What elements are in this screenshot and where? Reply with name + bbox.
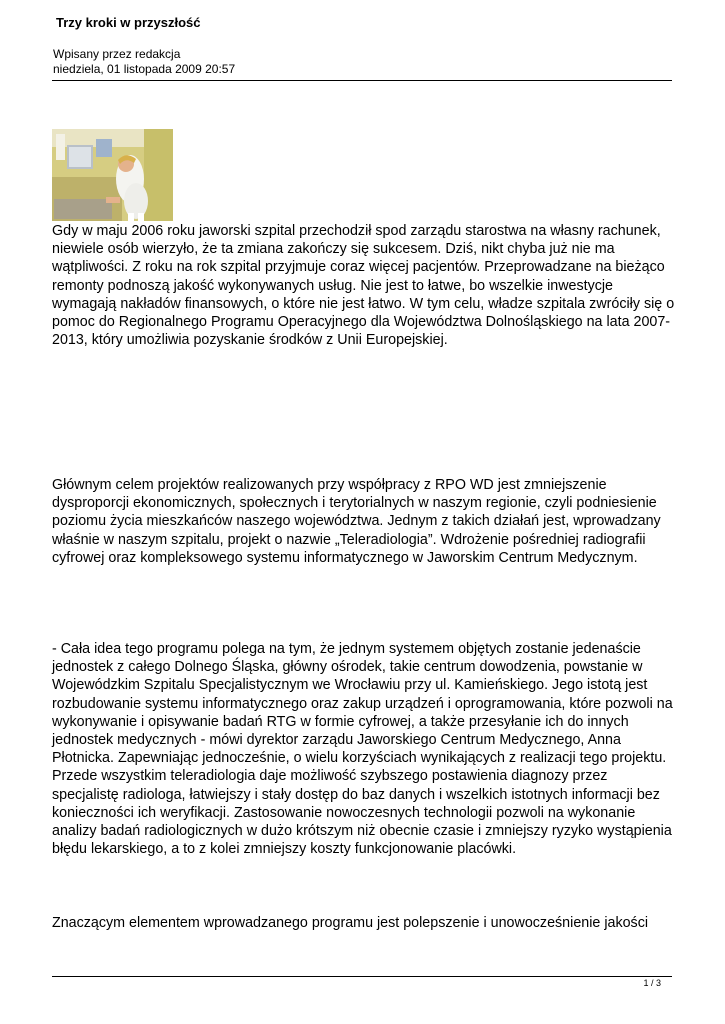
article-paragraph-4: Znaczącym elementem wprowadzanego programu jest polepszenie i unowocześnienie jakości: [52, 915, 649, 931]
date-line: niedziela, 01 listopada 2009 20:57: [53, 62, 236, 76]
article-byline: [53, 47, 235, 77]
article-photo: [52, 129, 173, 221]
article-paragraph-3: - Cała idea tego programu polega na tym, że jednym systemem objętych zostanie jedenaście jednostek z całego Dolnego Śląska, główny ośrodek, takie centrum dowodzenia, powstanie w Wojewódzkim Szpitalu Specjalistycznym we Wrocławiu przy ul. Kamieńskiego. Jego istotą jest rozbudowanie systemu informatycznego oraz zakup urządzeń i oprogramowania, które pozwoli na wykonywanie i opisywanie badań RTG w formie cyfrowej, a także przesyłanie ich do innych jednostek medycznych - mówi dyrektor zarządu Jaworskiego Centrum Medycznego, Anna Płotnicka. Zapewniając jednocześnie, o wielu korzyściach wynikających z realizacji tego projektu. Przede wszystkim teleradiologia daje możliwość szybszego postawienia diagnozy przez specjalistę radiologa, łatwiejszy i stały dostęp do baz danych i wszelkich istotnych informacji bez konieczności ich weryfikacji. Zastosowanie nowoczesnych technologii pozwoli na wykonanie analizy badań radiologicznych w dużo krótszym niż obecnie czasie i zmniejszy ryzyko wystąpienia błędu lekarskiego, a to z kolei zmniejszy koszty funkcjonowanie placówki.: [52, 641, 673, 858]
article-paragraph-1: Gdy w maju 2006 roku jaworski szpital przechodził spod zarządu starostwa na własny rachunek, niewiele osób wierzyło, że ta zmiana zakończy się sukcesem. Dziś, nikt chyba już nie ma wątpliwości. Z roku na rok szpital przyjmuje coraz więcej pacjentów. Przeprowadzane na bieżąco remonty podnoszą jakość wykonywanych usług. Nie jest to łatwe, bo wszelkie inwestycje wymagają nakładów finansowych, o które nie jest łatwo. W tym celu, władze szpitala zwróciły się o pomoc do Regionalnego Programu Operacyjnego dla Województwa Dolnośląskiego na lata 2007-2013, który umożliwia pozyskanie środków z Unii Europejskiej.: [52, 223, 675, 349]
article-title: Trzy kroki w przyszłość: [56, 15, 201, 30]
footer-divider: [52, 976, 672, 977]
photo-illustration: [52, 129, 173, 221]
article-paragraph-2: Głównym celem projektów realizowanych przy współpracy z RPO WD jest zmniejszenie dysproporcji ekonomicznych, społecznych i terytorialnych w naszym regionie, czyli podniesienie poziomu życia mieszkańców naszego województwa. Jednym z takich działań jest, wprowadzany właśnie w naszym szpitalu, projekt o nazwie „Teleradiologia”. Wdrożenie pośredniej radiografii cyfrowej oraz kompleksowego systemu informatycznego w Jaworskim Centrum Medycznym.: [52, 477, 661, 566]
page-number: 1 / 3: [643, 978, 661, 988]
author-line: Wpisany przez redakcja: [53, 47, 181, 61]
header-divider: [52, 80, 672, 81]
